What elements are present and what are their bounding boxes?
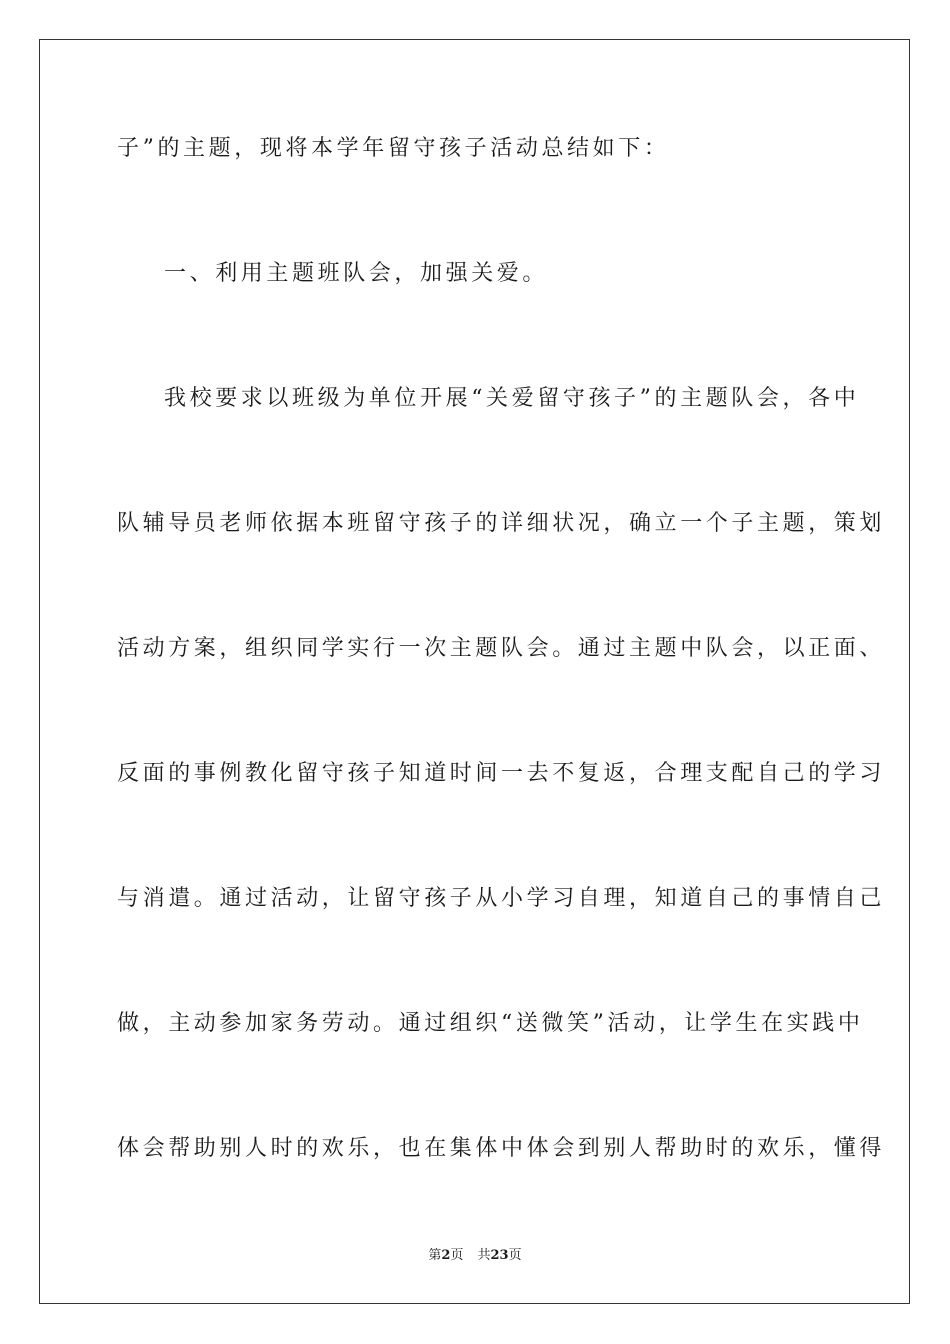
body-line-8: 做，主动参加家务劳动。通过组织“送微笑”活动，让学生在实践中: [117, 1011, 864, 1036]
body-line-7: 与消遣。通过活动，让留守孩子从小学习自理，知道自己的事情自己: [117, 886, 886, 911]
total-prefix: 共: [477, 1248, 491, 1263]
page-frame: [39, 39, 910, 1304]
body-line-4: 队辅导员老师依据本班留守孩子的详细状况，确立一个子主题，策划: [117, 511, 886, 536]
body-line-3: 我校要求以班级为单位开展“关爱留守孩子”的主题队会，各中: [164, 386, 860, 411]
page-number: 2: [441, 1248, 451, 1263]
body-line-9: 体会帮助别人时的欢乐，也在集体中体会到别人帮助时的欢乐，懂得: [117, 1136, 886, 1161]
total-pages: 23: [490, 1248, 509, 1263]
page-prefix: 第: [428, 1248, 442, 1263]
section-heading: 一、利用主题班队会，加强关爱。: [164, 261, 549, 286]
body-line-6: 反面的事例教化留守孩子知道时间一去不复返，合理支配自己的学习: [117, 761, 886, 786]
total-suffix: 页: [508, 1248, 522, 1263]
page-footer: [0, 1247, 950, 1265]
body-line-1: 子”的主题，现将本学年留守孩子活动总结如下：: [117, 136, 670, 161]
body-line-5: 活动方案，组织同学实行一次主题队会。通过主题中队会，以正面、: [117, 636, 886, 661]
page-suffix: 页: [450, 1248, 464, 1263]
